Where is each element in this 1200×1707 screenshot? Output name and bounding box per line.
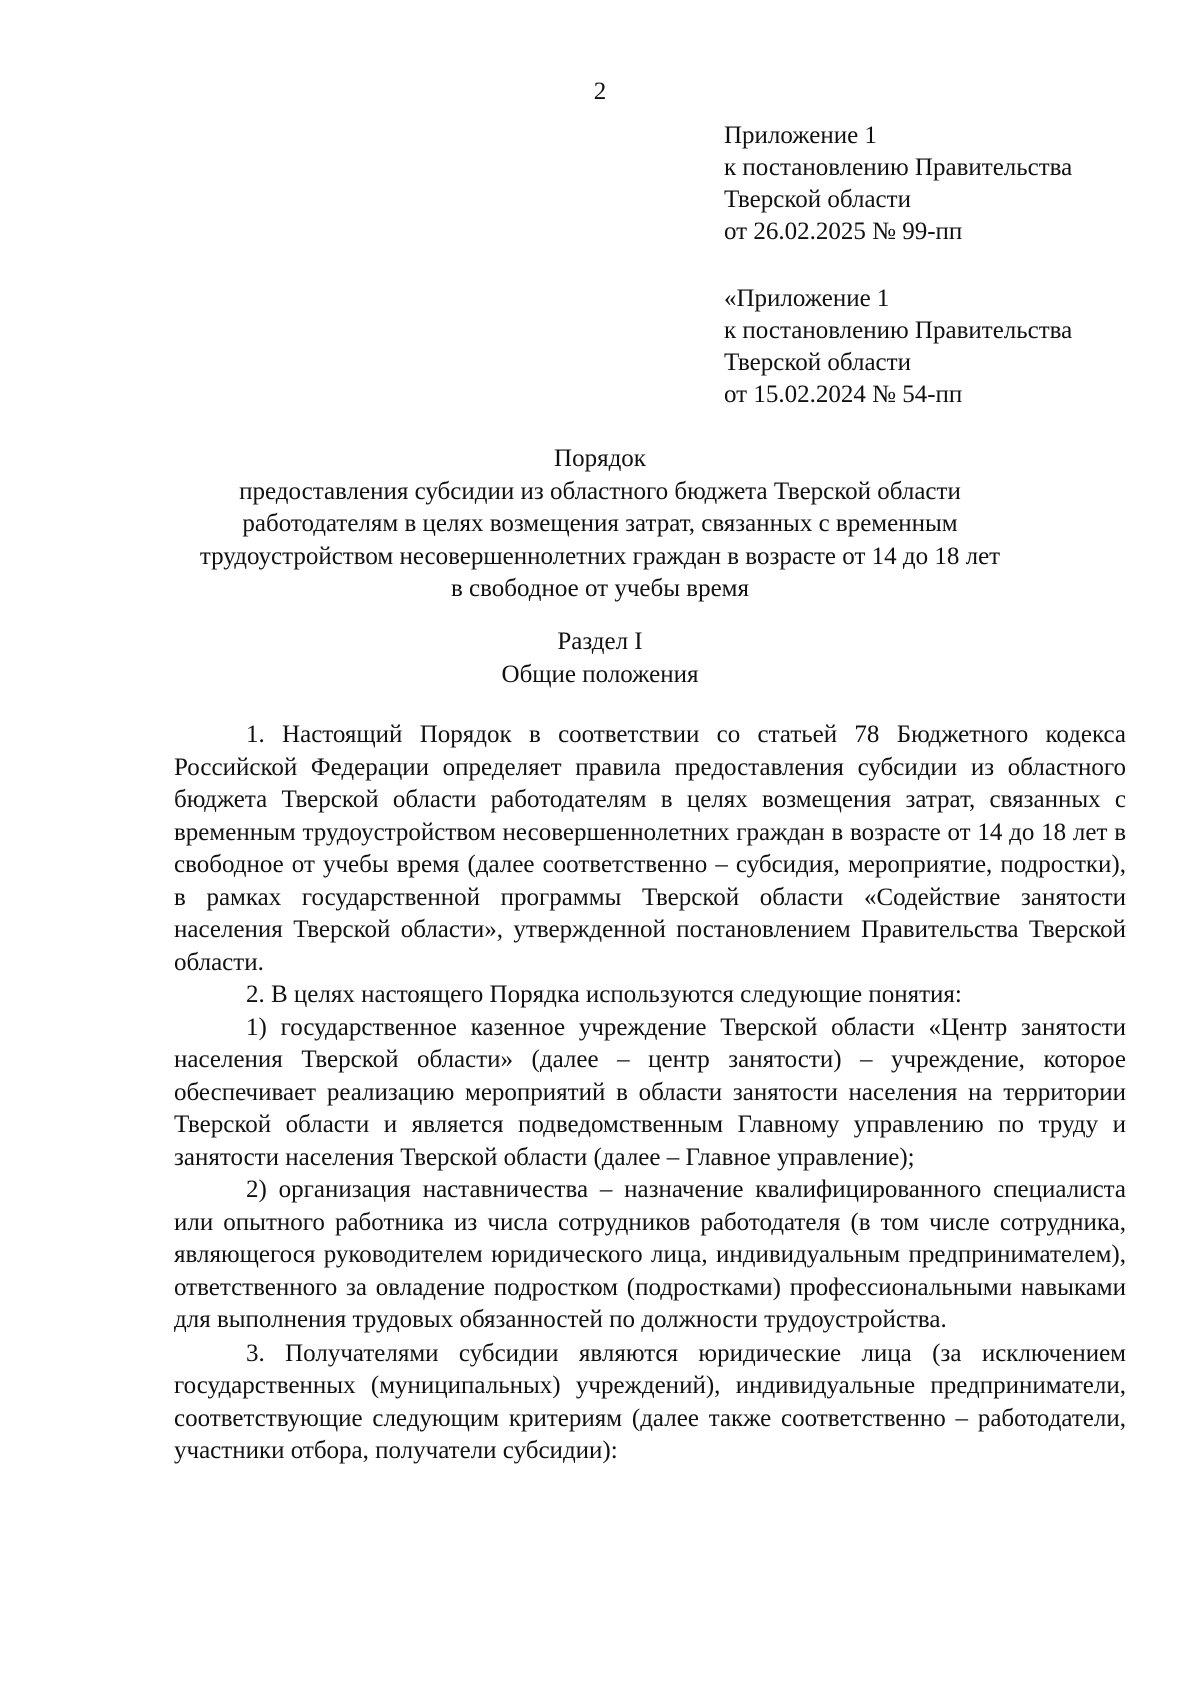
appendix-original-header (724, 283, 1164, 411)
paragraph-2-item-2: 2) организация наставничества – назначение квалифицированного специалиста или опытного работника из числа сотрудников работодателя (в том числе сотрудника, являющегося руководителем юридического лица, индивидуальным предпринимателем), ответственного за овладение подростком (подростками) профессиональными навыками для выполнения трудовых обязанностей по должности трудоустройства. (174, 1176, 1126, 1333)
section-heading (140, 625, 1060, 691)
paragraph-3: 3. Получателями субсидии являются юридические лица (за исключением государственных (муниципальных) учреждений), индивидуальные предприниматели, соответствующие следующим критериям (далее также соответственно – работодатели, участники отбора, получатели субсидии): (174, 1339, 1126, 1464)
paragraph-2-item-1: 1) государственное казенное учреждение Тверской области «Центр занятости населения Тверской области» (далее – центр занятости) – учреждение, которое обеспечивает реализацию мероприятий в области занятости населения на территории Тверской области и является подведомственным Главному управлению по труду и занятости населения Тверской области (далее – Главное управление); (174, 1013, 1126, 1171)
section-number: Раздел I (557, 628, 643, 655)
appendix-original-line4: от 15.02.2024 № 54-пп (724, 381, 963, 408)
title-heading: Порядок (554, 445, 646, 472)
appendix-current-line4: от 26.02.2025 № 99-пп (724, 218, 963, 245)
appendix-original-line1: «Приложение 1 (724, 285, 890, 312)
title-line1: предоставления субсидии из областного бюджета Тверской области (239, 477, 961, 505)
appendix-current-line1: Приложение 1 (724, 122, 877, 149)
appendix-current-header (724, 120, 1164, 248)
document-title (140, 443, 1060, 606)
appendix-current-line3: Тверской области (724, 186, 911, 213)
page-number: 2 (593, 78, 607, 105)
body-text (174, 719, 1126, 1468)
appendix-current-line2: к постановлению Правительства (724, 154, 1073, 181)
paragraph-2: 2. В целях настоящего Порядка используются следующие понятия: (246, 981, 962, 1008)
title-line4: в свободное от учебы время (450, 575, 750, 602)
title-line2: работодателям в целях возмещения затрат, связанных с временным (242, 510, 958, 537)
section-name: Общие положения (501, 661, 699, 688)
paragraph-1: 1. Настоящий Порядок в соответствии со статьей 78 Бюджетного кодекса Российской Федерации определяет правила предоставления субсидии из областного бюджета Тверской области работодателям в целях возмещения затрат, связанных с временным трудоустройством несовершеннолетних граждан в возрасте от 14 до 18 лет в свободное от учебы время (далее соответственно – субсидия, мероприятие, подростки), в рамках государственной программы Тверской области «Содействие занятости населения Тверской области», утвержденной постановлением Правительства Тверской области. (174, 721, 1126, 976)
appendix-original-line2: к постановлению Правительства (724, 317, 1073, 344)
appendix-original-line3: Тверской области (724, 349, 911, 376)
title-line3: трудоустройством несовершеннолетних граждан в возрасте от 14 до 18 лет (199, 542, 1001, 570)
